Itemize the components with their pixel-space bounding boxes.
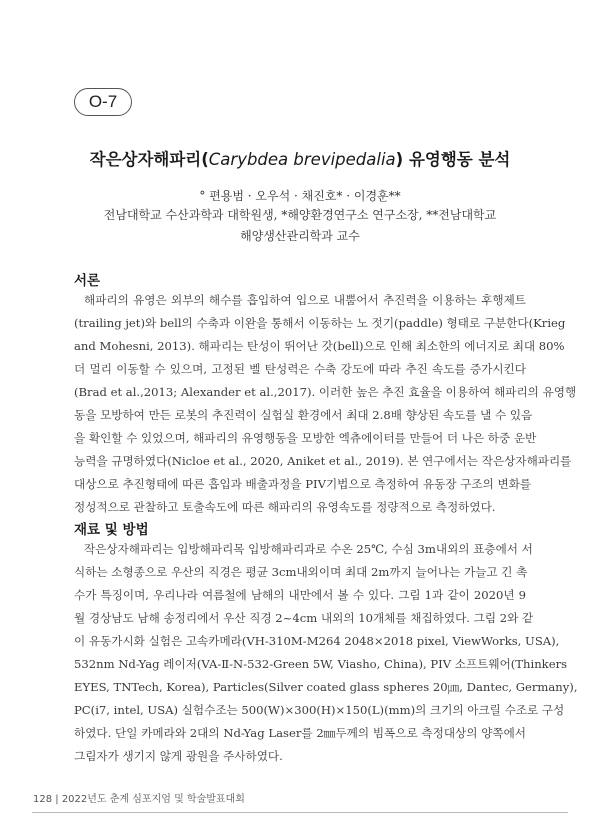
body-line: 을 확인할 수 있었으며, 해파리의 유영행동을 모방한 엑츄에이터를 만들어 더 나은 하중 운반 (74, 431, 537, 445)
authors: ° 편용범 · 오우석 · 채진호* · 이경훈** (199, 189, 401, 203)
section-heading-methods: 재료 및 방법 (74, 522, 149, 538)
affiliation-line: 해양생산관리학과 교수 (240, 229, 360, 243)
body-line: PC(i7, intel, USA) 실험수조는 500(W)×300(H)×150(L)(mm)의 크기의 아크릴 수조로 구성 (74, 703, 565, 717)
body-line: (Brad et al.,2013; Alexander et al.,2017). 이러한 높은 추진 효율을 이용하여 해파리의 유영행 (74, 385, 577, 399)
body-line: 하였다. 단일 카메라와 2대의 Nd-Yag Laser를 2㎜두께의 빔폭으로 측정대상의 양쪽에서 (74, 726, 526, 740)
body-line: 532nm Nd-Yag 레이저(VA-Ⅱ-N-532-Green 5W, Viasho, China), PIV 소프트웨어(Thinkers (74, 657, 568, 671)
body-line: 더 멀리 이동할 수 있으며, 고정된 벨 탄성력은 수축 강도에 따라 추진 속도를 증가시킨다 (74, 362, 526, 376)
body-line: 월 경상남도 남해 송정리에서 우산 직경 2~4cm 내외의 10개체를 채집하였다. 그림 2와 같 (74, 611, 534, 625)
section-heading-intro: 서론 (74, 273, 101, 289)
body-line: 동을 모방하여 만든 로봇의 추진력이 실험실 환경에서 최대 2.8배 향상된 속도를 낼 수 있음 (74, 408, 533, 422)
title-suffix: ) 유영행동 분석 (395, 150, 511, 169)
body-line: 작은상자해파리는 입방해파리목 입방해파리과로 수온 25℃, 수심 3m내외의 표층에서 서 (84, 542, 533, 556)
body-line: 이 유동가시화 실험은 고속카메라(VH-310M-M264 2048×2018 pixel, ViewWorks, USA), (74, 634, 560, 648)
body-line: (trailing jet)와 bell의 수축과 이완을 통해서 이동하는 노 젓기(paddle) 형태로 구분한다(Krieg (74, 316, 566, 330)
session-code: O-7 (74, 88, 132, 116)
body-line: 대상으로 추진형태에 따른 흡입과 배출과정을 PIV기법으로 측정하여 유동장 구조의 변화를 (74, 477, 532, 491)
body-line: 해파리의 유영은 외부의 해수를 흡입하여 입으로 내뿜어서 추진력을 이용하는 후행제트 (84, 293, 526, 307)
body-line: 그림자가 생기지 않게 광원을 주사하였다. (74, 749, 283, 763)
paper-title (0, 146, 600, 170)
body-line: and Mohesni, 2013). 해파리는 탄성이 뛰어난 갓(bell)으로 인해 최소한의 에너지로 최대 80% (74, 339, 565, 353)
affiliation-line: 전남대학교 수산과학과 대학원생, *해양환경연구소 연구소장, **전남대학교 (103, 208, 497, 222)
title-prefix: 작은상자해파리( (89, 150, 209, 169)
body-line: 수가 특징이며, 우리나라 여름철에 남해의 내만에서 볼 수 있다. 그림 1과 같이 2020년 9 (74, 588, 526, 602)
title-latin: Carybdea brevipedalia (208, 150, 396, 169)
body-line: 정성적으로 관찰하고 토출속도에 따른 해파리의 유영속도를 정량적으로 측정하였다. (74, 500, 496, 514)
body-line: 능력을 규명하였다(Nicloe et al., 2020, Aniket et al., 2019). 본 연구에서는 작은상자해파리를 (74, 454, 572, 468)
body-line: EYES, TNTech, Korea), Particles(Silver coated glass spheres 20㎛, Dantec, Germany), (74, 680, 578, 694)
page-footer: 128 | 2022년도 춘계 심포지엄 및 학술발표대회 (33, 794, 245, 805)
body-line: 식하는 소형종으로 우산의 직경은 평균 3cm내외이며 최대 2m까지 늘어나는 가늘고 긴 촉 (74, 565, 528, 579)
footer-divider (32, 812, 568, 813)
